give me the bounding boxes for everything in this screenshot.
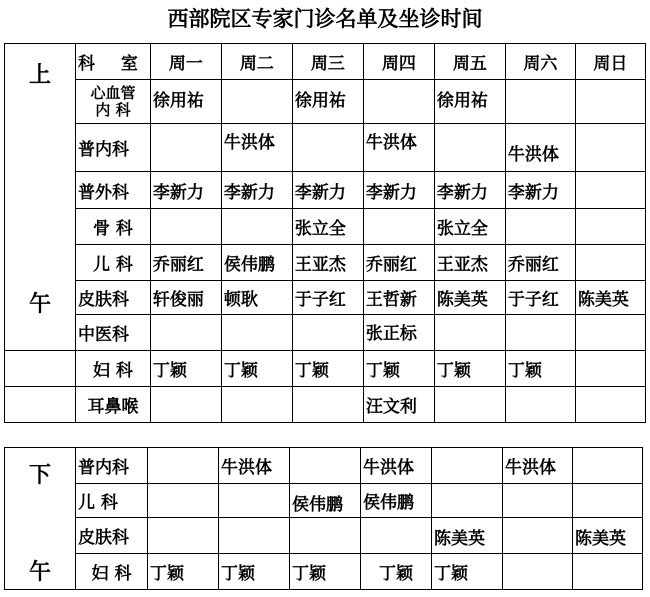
doctor-cell: 王哲新	[363, 281, 434, 315]
doctor-cell	[503, 554, 573, 590]
doctor-cell	[434, 124, 505, 172]
table-row	[5, 448, 643, 484]
day-header-mon: 周一	[150, 44, 221, 80]
doctor-cell	[505, 209, 575, 245]
table-row	[5, 484, 643, 518]
doctor-cell	[150, 124, 221, 172]
doctor-cell	[361, 518, 432, 554]
dept-cell: 儿 科	[76, 245, 151, 281]
doctor-cell	[503, 484, 573, 518]
day-header-wed: 周三	[292, 44, 363, 80]
doctor-cell: 李新力	[505, 172, 575, 209]
doctor-cell: 牛洪体	[219, 448, 290, 484]
dept-cell: 普外科	[76, 172, 151, 209]
doctor-cell	[505, 315, 575, 351]
doctor-cell	[575, 124, 645, 172]
doctor-cell	[573, 448, 643, 484]
doctor-cell: 侯伟鹏	[361, 484, 432, 518]
doctor-cell: 陈美英	[575, 281, 645, 315]
dept-cell: 儿 科	[76, 484, 148, 518]
doctor-cell: 张立全	[292, 209, 363, 245]
doctor-cell: 李新力	[292, 172, 363, 209]
table-row	[5, 554, 643, 590]
doctor-cell: 牛洪体	[361, 448, 432, 484]
morning-label-top: 上	[28, 62, 51, 88]
doctor-cell: 丁颖	[221, 351, 292, 387]
doctor-cell: 丁颖	[219, 554, 290, 590]
table-row	[5, 124, 646, 172]
doctor-cell	[292, 315, 363, 351]
afternoon-schedule-table	[4, 447, 643, 590]
table-row	[5, 351, 646, 387]
doctor-cell: 丁颖	[505, 351, 575, 387]
doctor-cell: 侯伟鹏	[290, 484, 361, 518]
day-header-thu: 周四	[363, 44, 434, 80]
doctor-cell: 李新力	[363, 172, 434, 209]
doctor-cell	[219, 484, 290, 518]
doctor-cell: 牛洪体	[363, 124, 434, 172]
doctor-cell	[434, 387, 505, 423]
morning-label-bottom: 午	[28, 291, 51, 317]
doctor-cell	[432, 448, 503, 484]
doctor-cell	[575, 315, 645, 351]
doctor-cell: 陈美英	[573, 518, 643, 554]
morning-schedule-table	[4, 43, 646, 423]
dept-cell: 中医科	[76, 315, 151, 351]
afternoon-label-bottom: 午	[28, 559, 51, 585]
doctor-cell: 张正标	[363, 315, 434, 351]
doctor-cell	[575, 209, 645, 245]
doctor-cell	[432, 484, 503, 518]
doctor-cell: 张立全	[434, 209, 505, 245]
doctor-cell: 乔丽红	[363, 245, 434, 281]
dept-cell: 普内科	[76, 124, 151, 172]
table-row	[5, 209, 646, 245]
doctor-cell	[221, 387, 292, 423]
dept-cell: 妇 科	[76, 351, 151, 387]
doctor-cell: 丁颖	[148, 554, 219, 590]
doctor-cell: 丁颖	[434, 351, 505, 387]
table-row	[5, 518, 643, 554]
table-row	[5, 315, 646, 351]
dept-cell: 妇 科	[76, 554, 148, 590]
doctor-cell	[292, 387, 363, 423]
doctor-cell	[150, 387, 221, 423]
table-row	[5, 245, 646, 281]
doctor-cell	[150, 315, 221, 351]
doctor-cell: 丁颖	[432, 554, 503, 590]
doctor-cell: 丁颖	[290, 554, 361, 590]
empty-label-cell	[5, 387, 76, 423]
day-header-sat: 周六	[505, 44, 575, 80]
doctor-cell: 丁颖	[292, 351, 363, 387]
doctor-cell	[505, 387, 575, 423]
dept-cell: 心血管 内 科	[76, 80, 151, 124]
doctor-cell: 徐用祐	[292, 80, 363, 124]
doctor-cell: 徐用祐	[150, 80, 221, 124]
doctor-cell	[575, 351, 645, 387]
doctor-cell: 牛洪体	[503, 448, 573, 484]
doctor-cell	[148, 518, 219, 554]
doctor-cell: 李新力	[221, 172, 292, 209]
doctor-cell	[575, 387, 645, 423]
doctor-cell: 顿耿	[221, 281, 292, 315]
doctor-cell: 侯伟鹏	[221, 245, 292, 281]
doctor-cell: 徐用祐	[434, 80, 505, 124]
doctor-cell: 牛洪体	[221, 124, 292, 172]
doctor-cell: 丁颖	[363, 351, 434, 387]
doctor-cell	[575, 172, 645, 209]
doctor-cell: 乔丽红	[505, 245, 575, 281]
doctor-cell	[292, 124, 363, 172]
dept-cell: 皮肤科	[76, 518, 148, 554]
doctor-cell: 牛洪体	[505, 124, 575, 172]
doctor-cell	[573, 554, 643, 590]
doctor-cell	[503, 518, 573, 554]
dept-cell: 骨 科	[76, 209, 151, 245]
doctor-cell	[573, 484, 643, 518]
dept-column-header: 科 室	[76, 44, 151, 80]
doctor-cell: 李新力	[434, 172, 505, 209]
doctor-cell: 于子红	[505, 281, 575, 315]
doctor-cell: 轩俊丽	[150, 281, 221, 315]
doctor-cell	[363, 80, 434, 124]
page-title: 西部院区专家门诊名单及坐诊时间	[167, 6, 483, 31]
doctor-cell	[148, 448, 219, 484]
doctor-cell: 于子红	[292, 281, 363, 315]
header-row	[5, 44, 646, 80]
doctor-cell: 王亚杰	[434, 245, 505, 281]
doctor-cell: 李新力	[150, 172, 221, 209]
dept-cell: 皮肤科	[76, 281, 151, 315]
doctor-cell: 丁颖	[361, 554, 432, 590]
day-header-tue: 周二	[221, 44, 292, 80]
doctor-cell	[363, 209, 434, 245]
table-row	[5, 172, 646, 209]
dept-cell: 耳鼻喉	[76, 387, 151, 423]
doctor-cell: 陈美英	[432, 518, 503, 554]
doctor-cell: 乔丽红	[150, 245, 221, 281]
table-row	[5, 281, 646, 315]
doctor-cell	[505, 80, 575, 124]
doctor-cell	[221, 209, 292, 245]
doctor-cell	[575, 80, 645, 124]
doctor-cell	[221, 315, 292, 351]
table-row	[5, 387, 646, 423]
doctor-cell	[148, 484, 219, 518]
morning-label-spacer	[5, 351, 76, 387]
doctor-cell	[575, 245, 645, 281]
day-header-sun: 周日	[575, 44, 645, 80]
morning-label	[5, 44, 76, 351]
doctor-cell: 陈美英	[434, 281, 505, 315]
doctor-cell: 汪文利	[363, 387, 434, 423]
doctor-cell	[290, 518, 361, 554]
doctor-cell	[434, 315, 505, 351]
doctor-cell	[150, 209, 221, 245]
day-header-fri: 周五	[434, 44, 505, 80]
afternoon-label-top: 下	[28, 462, 51, 488]
doctor-cell	[290, 448, 361, 484]
doctor-cell: 丁颖	[150, 351, 221, 387]
doctor-cell: 王亚杰	[292, 245, 363, 281]
table-row	[5, 80, 646, 124]
doctor-cell	[221, 80, 292, 124]
dept-cell: 普内科	[76, 448, 148, 484]
afternoon-label	[5, 448, 76, 590]
doctor-cell	[219, 518, 290, 554]
